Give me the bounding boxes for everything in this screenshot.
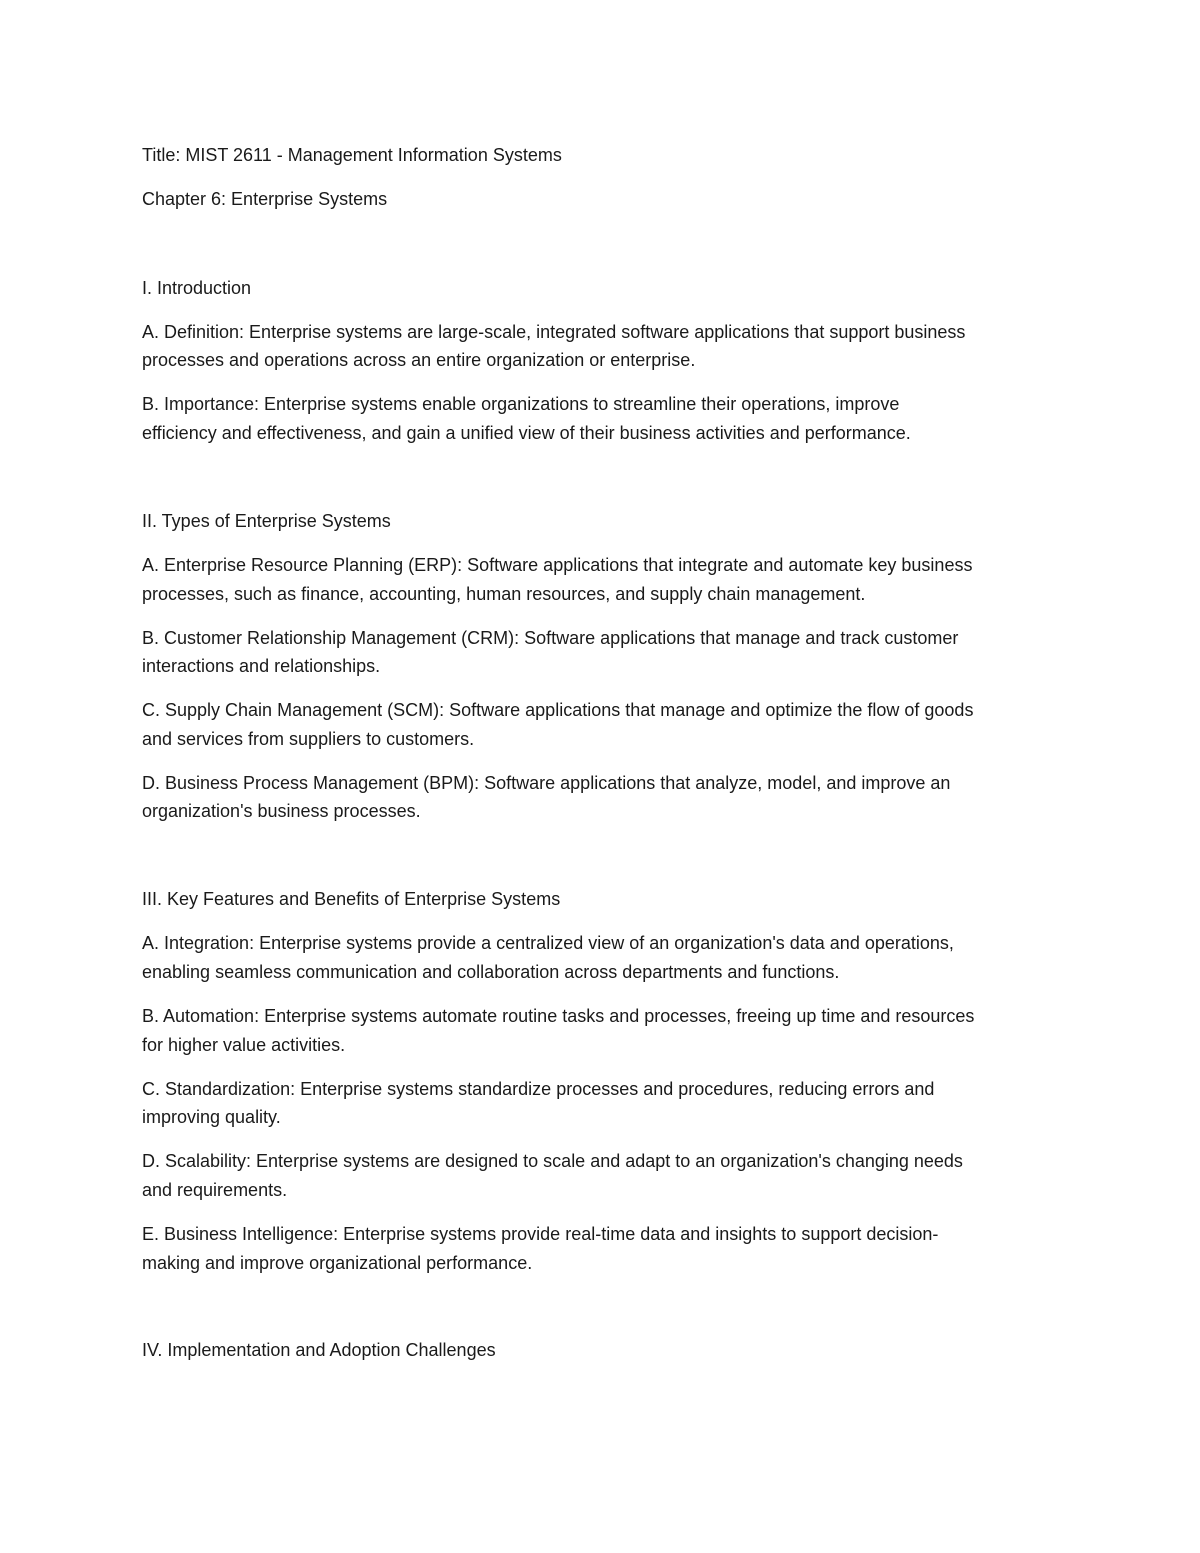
paragraph-line: C. Supply Chain Management (SCM): Software applications that manage and optimize the flow of goods [142, 700, 974, 720]
paragraph-line: B. Customer Relationship Management (CRM): Software applications that manage and track customer [142, 628, 959, 648]
paragraph-line: for higher value activities. [142, 1035, 346, 1055]
paragraph-line: D. Scalability: Enterprise systems are designed to scale and adapt to an organization's changing needs [142, 1151, 963, 1171]
paragraph-line: processes and operations across an entire organization or enterprise. [142, 350, 696, 370]
paragraph-line: efficiency and effectiveness, and gain a unified view of their business activities and performance. [142, 423, 911, 443]
section-heading: I. Introduction [142, 278, 252, 298]
section-heading: III. Key Features and Benefits of Enterprise Systems [142, 889, 561, 909]
paragraph-line: processes, such as finance, accounting, human resources, and supply chain management. [142, 584, 866, 604]
paragraph-line: A. Enterprise Resource Planning (ERP): Software applications that integrate and automate key business [142, 555, 973, 575]
chapter-heading: Chapter 6: Enterprise Systems [142, 189, 388, 209]
paragraph-line: B. Importance: Enterprise systems enable organizations to streamline their operations, improve [142, 394, 900, 414]
paragraph-line: improving quality. [142, 1107, 281, 1127]
section-heading: IV. Implementation and Adoption Challenges [142, 1340, 496, 1360]
paragraph-line: A. Definition: Enterprise systems are large-scale, integrated software applications that support business [142, 322, 966, 342]
paragraph-line: organization's business processes. [142, 801, 421, 821]
paragraph-line: D. Business Process Management (BPM): Software applications that analyze, model, and improve an [142, 773, 951, 793]
paragraph-line: A. Integration: Enterprise systems provide a centralized view of an organization's data and operations, [142, 933, 954, 953]
paragraph-line: enabling seamless communication and collaboration across departments and functions. [142, 962, 840, 982]
paragraph-line: B. Automation: Enterprise systems automate routine tasks and processes, freeing up time and resources [142, 1006, 975, 1026]
document-title: Title: MIST 2611 - Management Information Systems [142, 145, 562, 165]
paragraph-line: making and improve organizational performance. [142, 1253, 533, 1273]
paragraph-line: C. Standardization: Enterprise systems standardize processes and procedures, reducing errors and [142, 1079, 935, 1099]
paragraph-line: and services from suppliers to customers. [142, 729, 475, 749]
paragraph-line: interactions and relationships. [142, 656, 381, 676]
paragraph-line: E. Business Intelligence: Enterprise systems provide real-time data and insights to support decision- [142, 1224, 939, 1244]
paragraph-line: and requirements. [142, 1180, 288, 1200]
section-heading: II. Types of Enterprise Systems [142, 511, 391, 531]
